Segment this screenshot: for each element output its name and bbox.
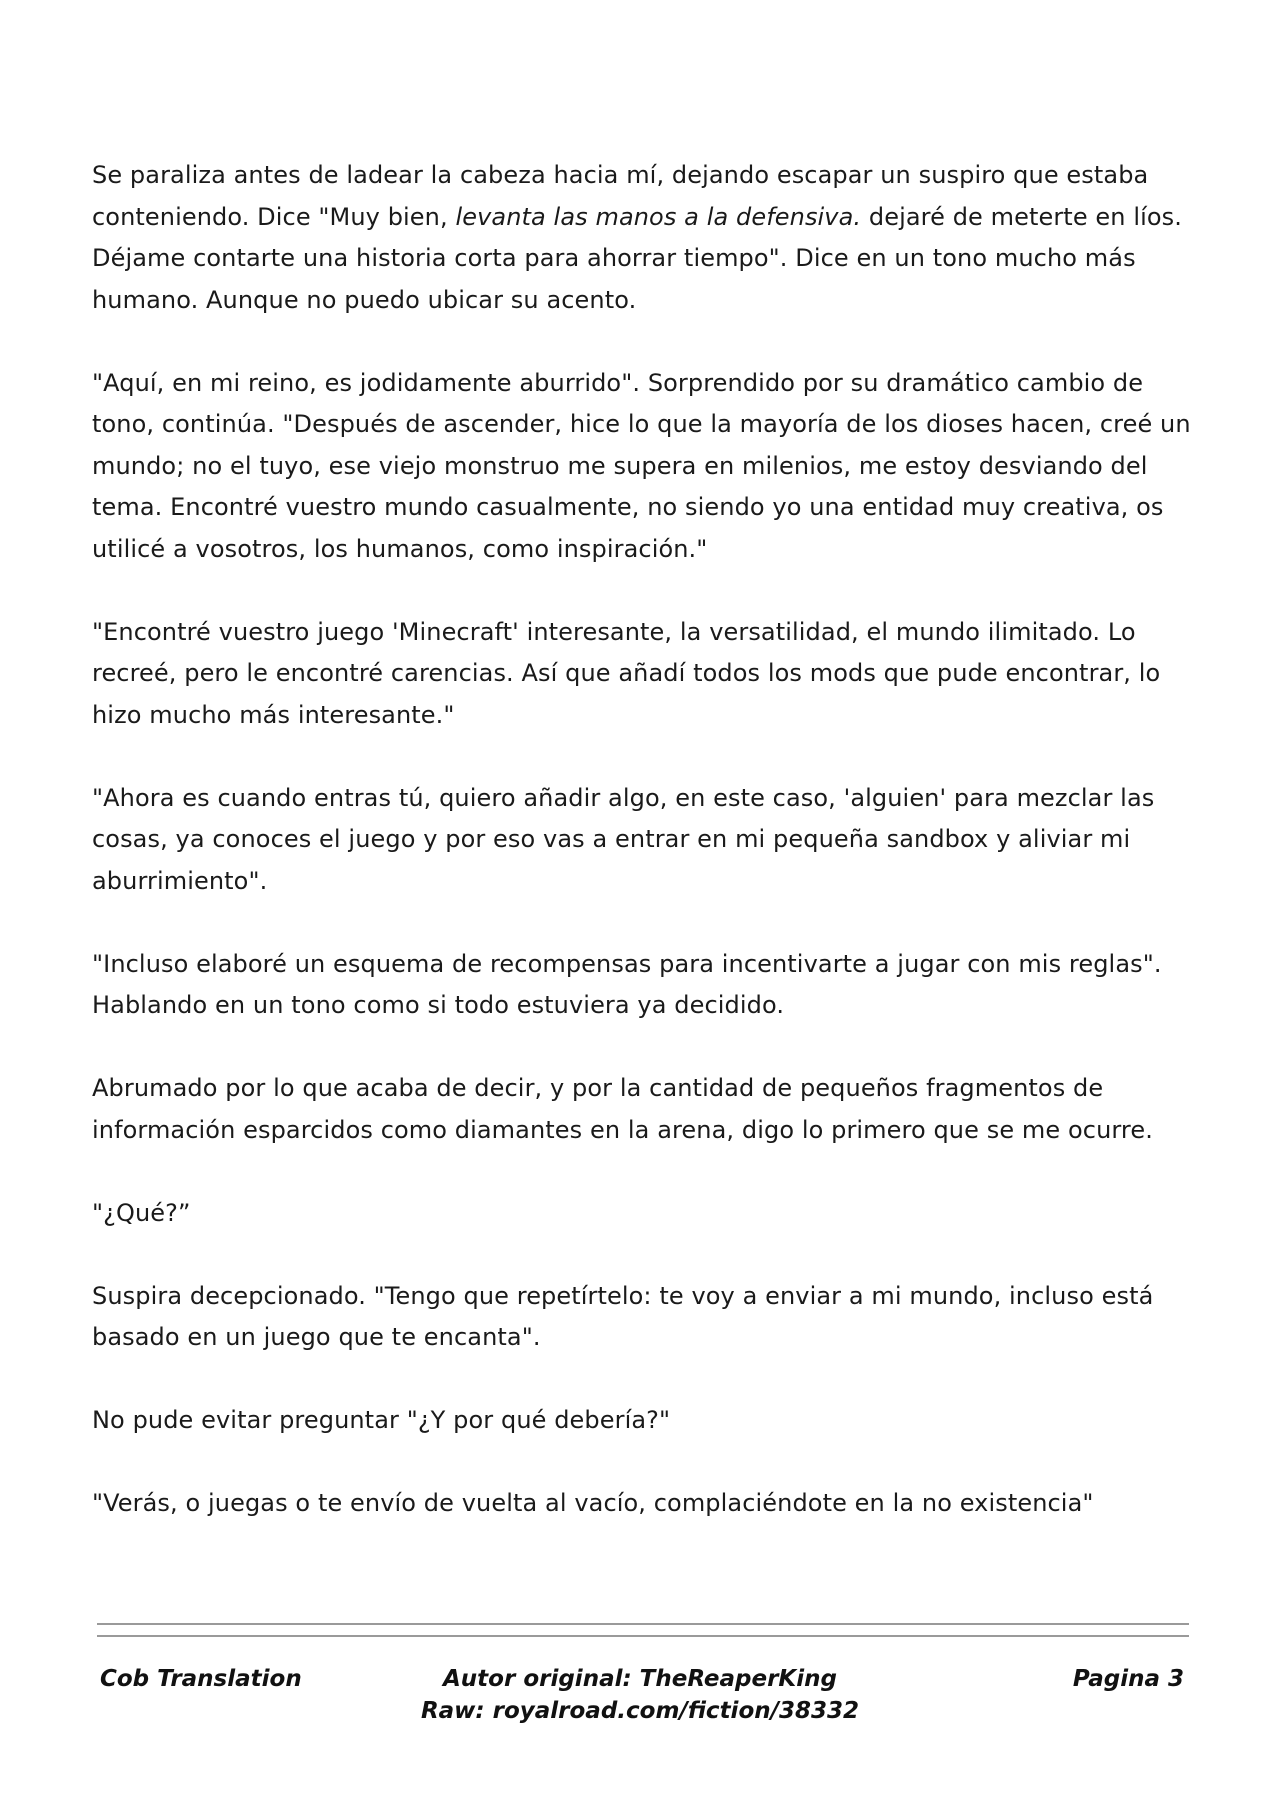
paragraph <box>92 944 1202 1027</box>
text-segment: No pude evitar preguntar "¿Y por qué debería?" <box>92 1406 671 1434</box>
paragraph <box>92 1193 1202 1235</box>
text-segment: "Verás, o juegas o te envío de vuelta al vacío, complaciéndote en la no existencia" <box>92 1489 1094 1517</box>
footer-divider-top <box>97 1623 1189 1625</box>
text-segment: "Incluso elaboré un esquema de recompensas para incentivarte a jugar con mis reglas". Hablando en un tono como si todo estuviera ya decidido. <box>92 949 1162 1019</box>
text-segment: "¿Qué?” <box>92 1198 191 1227</box>
footer-divider-bottom <box>97 1635 1189 1637</box>
text-segment: "Aquí, en mi reino, es jodidamente aburrido". Sorprendido por su dramático cambio de tono, continúa. "Después de ascender, hice lo que la mayoría de los dioses hacen, creé un mundo; no el tuyo, ese viejo monstruo me supera en milenios, me estoy desviando del tema. Encontré vuestro mundo casualmente, no siendo yo una entidad muy creativa, os utilicé a vosotros, los humanos, como inspiración." <box>92 368 1191 563</box>
paragraph <box>92 1276 1202 1359</box>
text-segment: "Ahora es cuando entras tú, quiero añadir algo, en este caso, 'alguien' para mezclar las cosas, ya conoces el juego y por eso vas a entrar en mi pequeña sandbox y aliviar mi aburrimiento". <box>92 783 1155 895</box>
text-segment: "Encontré vuestro juego 'Minecraft' interesante, la versatilidad, el mundo ilimitado. Lo recreé, pero le encontré carencias. Así que añadí todos los mods que pude encontrar, lo hizo mucho más interesante." <box>92 617 1161 729</box>
footer-translator: Cob Translation <box>100 1666 302 1692</box>
text-segment: Se paraliza antes de ladear la cabeza hacia mí, dejando escapar un suspiro que estaba conteniendo. Dice "Muy bien, <box>92 161 1149 231</box>
footer-raw-source: Raw: royalroad.com/fiction/38332 <box>420 1698 860 1724</box>
paragraph <box>92 155 1202 321</box>
footer-page-number: Pagina 3 <box>1072 1666 1184 1692</box>
chapter-body <box>92 155 1202 1566</box>
paragraph <box>92 1068 1202 1151</box>
paragraph <box>92 778 1202 903</box>
italic-phrase: levanta las manos a la defensiva. <box>455 202 862 231</box>
paragraph <box>92 1400 1202 1442</box>
paragraph <box>92 612 1202 737</box>
text-segment: Suspira decepcionado. "Tengo que repetírtelo: te voy a enviar a mi mundo, incluso está basado en un juego que te encanta". <box>92 1281 1154 1351</box>
footer-original-author: Autor original: TheReaperKing <box>443 1666 837 1692</box>
text-segment: Abrumado por lo que acaba de decir, y por la cantidad de pequeños fragmentos de información esparcidos como diamantes en la arena, digo lo primero que se me ocurre. <box>92 1074 1153 1144</box>
paragraph <box>92 363 1202 571</box>
paragraph <box>92 1483 1202 1525</box>
text-segment: dejaré de meterte en líos. Déjame contarte una historia corta para ahorrar tiempo". Dice en un tono mucho más humano. Aunque no puedo ubicar su acento. <box>92 202 1182 314</box>
